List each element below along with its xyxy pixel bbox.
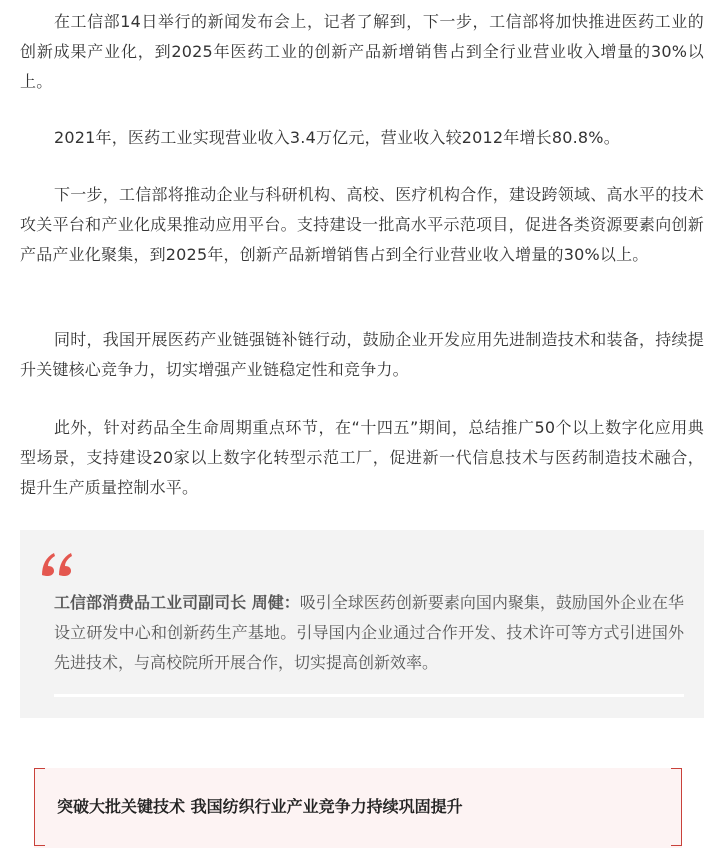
quote-mark-icon [40, 530, 74, 560]
related-article-card[interactable] [34, 768, 682, 848]
paragraph-5: 此外，针对药品全生命周期重点环节，在“十四五”期间，总结推广50个以上数字化应用典型场景，支持建设20家以上数字化转型示范工厂，促进新一代信息技术与医药制造技术融合，提升生产质量控制水平。 [20, 418, 704, 497]
paragraph-1: 在工信部14日举行的新闻发布会上，记者了解到，下一步，工信部将加快推进医药工业的创新成果产业化，到2025年医药工业的创新产品新增销售占到全行业营业收入增量的30%以上。 [20, 12, 704, 91]
related-article-headline[interactable]: 突破大批关键技术 我国纺织行业产业竞争力持续巩固提升 [57, 797, 463, 816]
quote-divider [54, 694, 684, 697]
paragraph-4: 同时，我国开展医药产业链强链补链行动，鼓励企业开发应用先进制造技术和装备，持续提升关键核心竞争力，切实增强产业链稳定性和竞争力。 [20, 330, 704, 379]
frame-bracket-left [34, 768, 45, 846]
quote-speaker: 工信部消费品工业司副司长 周健： [54, 593, 300, 612]
quote-body [54, 588, 684, 678]
paragraph-2: 2021年，医药工业实现营业收入3.4万亿元，营业收入较2012年增长80.8%。 [54, 128, 620, 147]
quote-block [20, 530, 704, 718]
paragraph-3: 下一步，工信部将推动企业与科研机构、高校、医疗机构合作，建设跨领域、高水平的技术攻关平台和产业化成果推动应用平台。支持建设一批高水平示范项目，促进各类资源要素向创新产品产业化聚集，到2025年，创新产品新增销售占到全行业营业收入增量的30%以上。 [20, 185, 704, 264]
quote-text: 吸引全球医药创新要素向国内聚集，鼓励国外企业在华设立研发中心和创新药生产基地。引导国内企业通过合作开发、技术许可等方式引进国外先进技术，与高校院所开展合作，切实提高创新效率。 [54, 593, 684, 672]
frame-bracket-right [671, 768, 682, 846]
quote-mark-svg [40, 551, 74, 577]
